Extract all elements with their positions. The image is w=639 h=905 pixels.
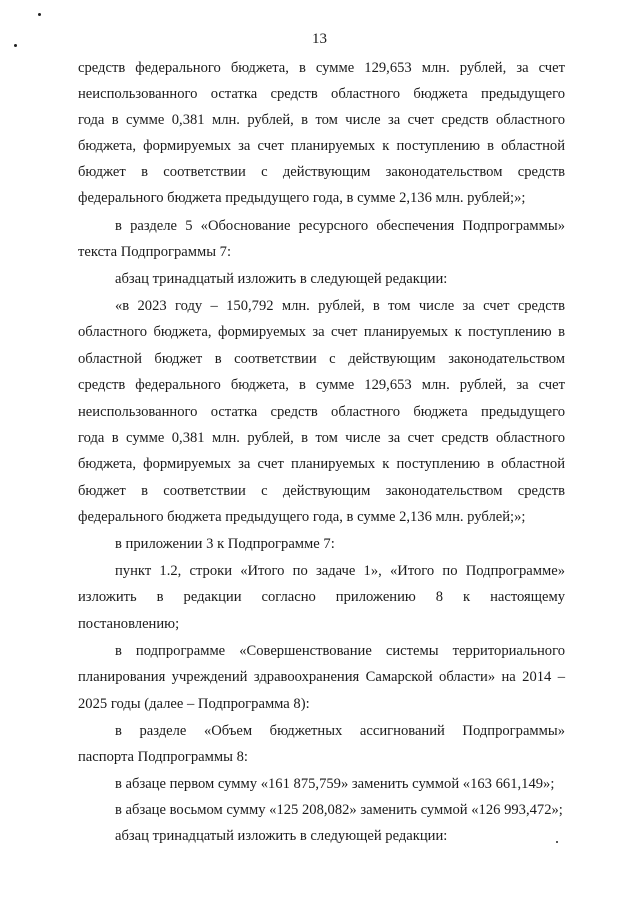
text-line: планирования учреждений здравоохранения Самарской области» на 2014 – <box>78 669 565 685</box>
text-line: средств федерального бюджета, в сумме 129,653 млн. рублей, за счет <box>78 60 565 76</box>
page-number: 13 <box>312 31 327 47</box>
text-line: в абзаце первом сумму «161 875,759» заменить суммой «163 661,149»; <box>115 776 555 792</box>
text-line: неиспользованного остатка средств областного бюджета предыдущего <box>78 404 565 420</box>
scan-speck <box>14 44 17 47</box>
text-line: текста Подпрограммы 7: <box>78 244 232 260</box>
text-line: изложить в редакции согласно приложению 8 к настоящему <box>78 589 565 605</box>
text-line: областной бюджет в соответствии с действующим законодательством <box>78 351 565 367</box>
text-line: в разделе 5 «Обоснование ресурсного обеспечения Подпрограммы» <box>115 218 565 234</box>
text-line: абзац тринадцатый изложить в следующей редакции: <box>115 271 448 287</box>
text-line: в подпрограмме «Совершенствование системы территориального <box>115 643 565 659</box>
scan-speck <box>556 841 558 843</box>
text-line: года в сумме 0,381 млн. рублей, в том числе за счет средств областного <box>78 430 565 446</box>
text-line: в абзаце восьмом сумму «125 208,082» заменить суммой «126 993,472»; <box>115 802 563 818</box>
text-line: неиспользованного остатка средств областного бюджета предыдущего <box>78 86 565 102</box>
text-line: абзац тринадцатый изложить в следующей редакции: <box>115 828 448 844</box>
text-line: федерального бюджета предыдущего года, в сумме 2,136 млн. рублей;»; <box>78 509 526 525</box>
text-line: в разделе «Объем бюджетных ассигнований Подпрограммы» <box>115 723 565 739</box>
text-line: пункт 1.2, строки «Итого по задаче 1», «Итого по Подпрограмме» <box>115 563 565 579</box>
text-line: бюджета, формируемых за счет планируемых к поступлению в областной <box>78 138 565 154</box>
text-line: 2025 годы (далее – Подпрограмма 8): <box>78 696 310 712</box>
text-line: года в сумме 0,381 млн. рублей, в том числе за счет средств областного <box>78 112 565 128</box>
text-line: средств федерального бюджета, в сумме 129,653 млн. рублей, за счет <box>78 377 565 393</box>
text-line: бюджета, формируемых за счет планируемых к поступлению в областной <box>78 456 565 472</box>
text-line: в приложении 3 к Подпрограмме 7: <box>115 536 335 552</box>
scan-speck <box>38 13 41 16</box>
text-line: паспорта Подпрограммы 8: <box>78 749 248 765</box>
text-line: областного бюджета, формируемых за счет планируемых к поступлению в <box>78 324 565 340</box>
text-line: федерального бюджета предыдущего года, в сумме 2,136 млн. рублей;»; <box>78 190 526 206</box>
text-line: бюджет в соответствии с действующим законодательством средств <box>78 164 565 180</box>
text-line: бюджет в соответствии с действующим законодательством средств <box>78 483 565 499</box>
text-line: «в 2023 году – 150,792 млн. рублей, в том числе за счет средств <box>115 298 565 314</box>
text-line: постановлению; <box>78 616 180 632</box>
